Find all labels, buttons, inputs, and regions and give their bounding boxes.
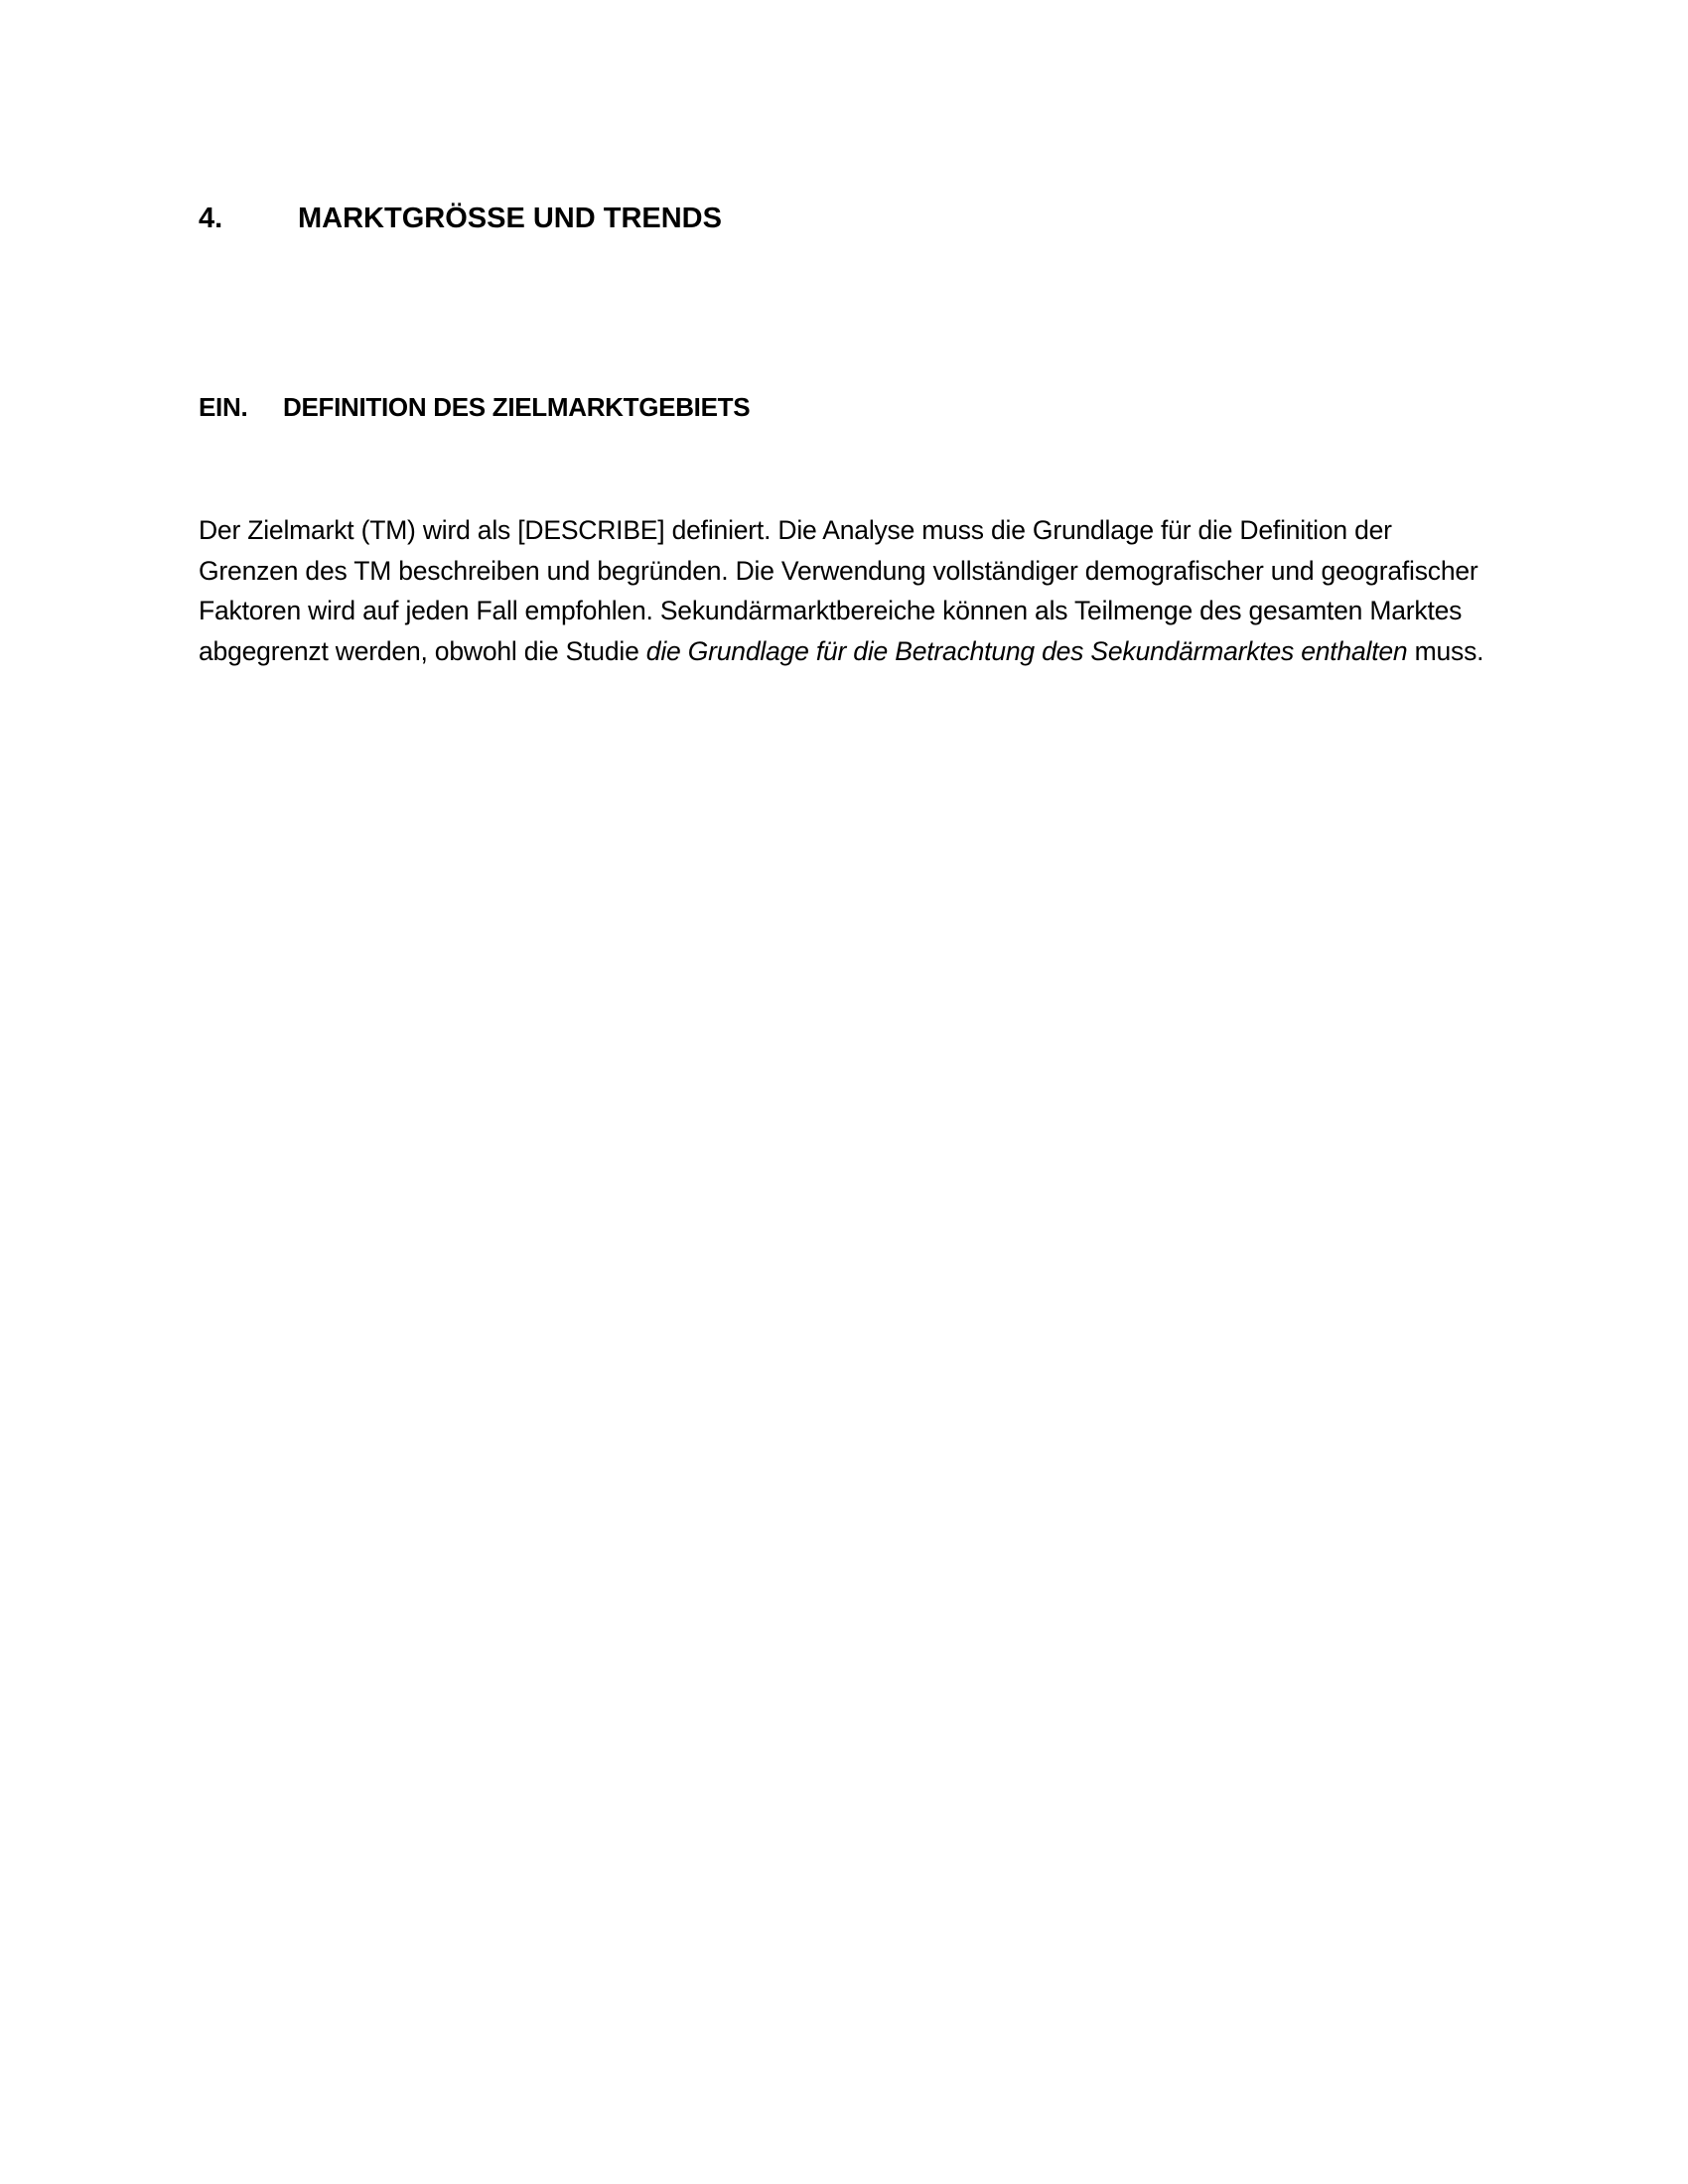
subsection-number: EIN. xyxy=(199,392,248,422)
paragraph-text-end: muss. xyxy=(1407,635,1484,666)
subsection-heading xyxy=(199,391,750,423)
section-heading xyxy=(199,201,722,236)
section-title: MARKTGRÖSSE UND TRENDS xyxy=(298,203,722,234)
paragraph-italic-text: die Grundlage für die Betrachtung des Sekundärmarktes enthalten xyxy=(645,635,1408,666)
subsection-title: DEFINITION DES ZIELMARKTGEBIETS xyxy=(283,392,751,422)
body-paragraph xyxy=(199,510,1489,671)
section-number: 4. xyxy=(199,203,223,234)
paragraph-text: Der Zielmarkt (TM) wird als [DESCRIBE] definiert. Die Analyse muss die Grundlage für die Definition der Grenzen des TM beschreiben und begründen. Die Verwendung vollständiger demografischer und geografischer Faktoren wird auf jeden Fall empfohlen. Sekundärmarktbereiche können als Teilmenge des gesamten Marktes abgegrenzt werden, obwohl die Studie xyxy=(199,515,1478,666)
